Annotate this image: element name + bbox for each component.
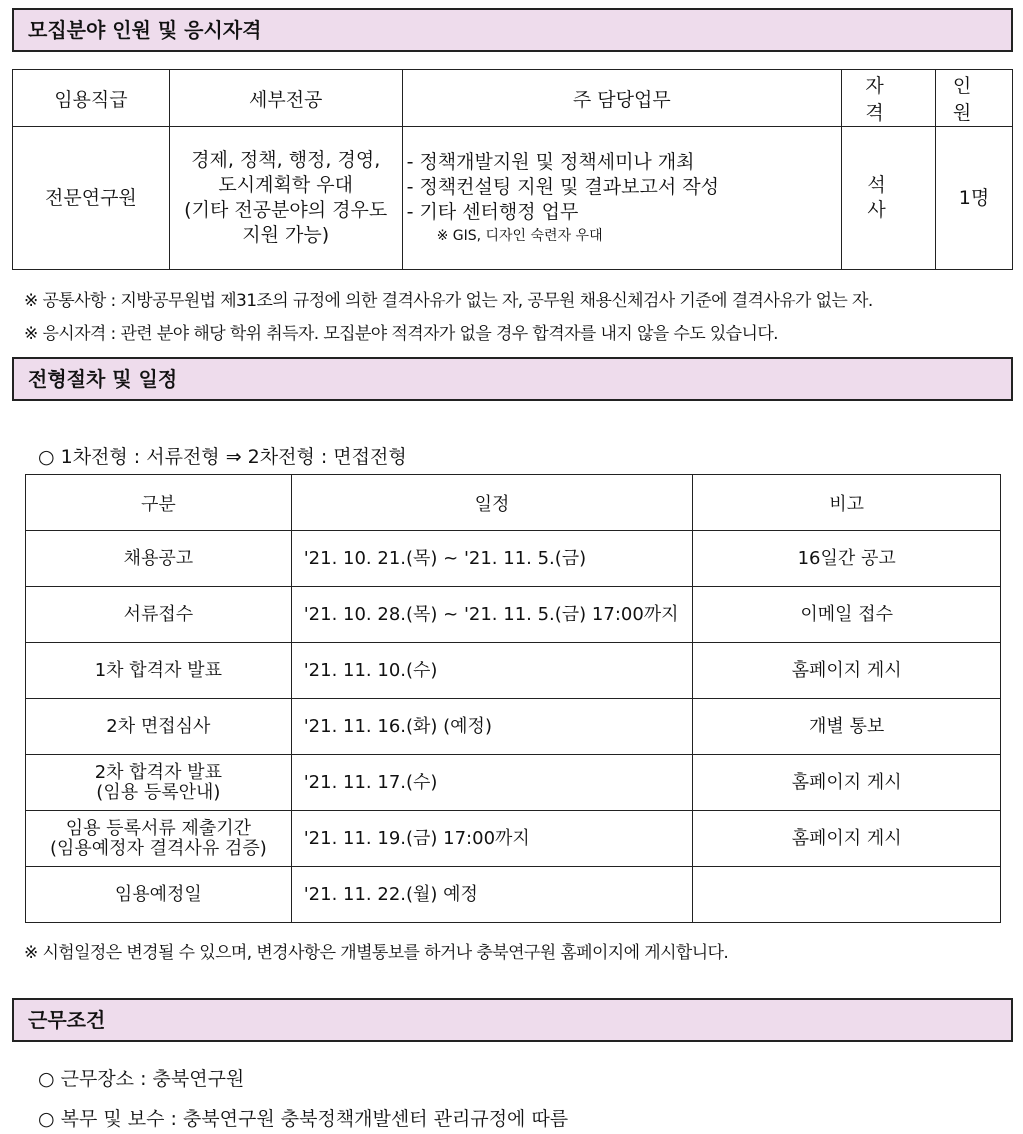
table-row — [26, 699, 1001, 755]
cell-grade: 전문연구원 — [13, 127, 170, 270]
cell-category: 1차 합격자 발표 — [26, 643, 292, 699]
cell-schedule: '21. 11. 19.(금) 17:00까지 — [291, 811, 693, 867]
work-location: ○ 근무장소 : 충북연구원 — [38, 1068, 245, 1090]
eligibility-note: ※ 응시자격 : 관련 분야 해당 학위 취득자. 모집분야 적격자가 없을 경우 합격자를 내지 않을 수도 있습니다. — [24, 324, 778, 344]
table-row — [13, 127, 1013, 270]
major-line: 경제, 정책, 행정, 경영, — [191, 149, 381, 171]
procedure-summary: ○ 1차전형 : 서류전형 ⇒ 2차전형 : 면접전형 — [38, 446, 407, 468]
cell-remarks: 개별 통보 — [693, 699, 1001, 755]
cell-schedule: '21. 10. 28.(목) ~ '21. 11. 5.(금) 17:00까지 — [291, 587, 693, 643]
header-duties: 주 담당업무 — [402, 70, 842, 127]
cell-remarks: 이메일 접수 — [693, 587, 1001, 643]
table-header-row — [26, 475, 1001, 531]
cell-schedule: '21. 11. 17.(수) — [291, 755, 693, 811]
section-title-recruitment: 모집분야 인원 및 응시자격 — [12, 8, 1013, 52]
header-schedule: 일정 — [291, 475, 693, 531]
cell-category: 임용 등록서류 제출기간 (임용예정자 결격사유 검증) — [26, 811, 292, 867]
cell-remarks: 홈페이지 게시 — [693, 755, 1001, 811]
table-row — [26, 867, 1001, 923]
cell-remarks: 홈페이지 게시 — [693, 811, 1001, 867]
header-grade: 임용직급 — [13, 70, 170, 127]
cell-major — [169, 127, 402, 270]
cell-schedule: '21. 11. 10.(수) — [291, 643, 693, 699]
duty-item: - 기타 센터행정 업무 — [406, 200, 579, 223]
cell-category: 서류접수 — [26, 587, 292, 643]
schedule-footnote: ※ 시험일정은 변경될 수 있으며, 변경사항은 개별통보를 하거나 충북연구원 홈페이지에 게시합니다. — [24, 943, 729, 963]
header-major: 세부전공 — [169, 70, 402, 127]
cell-schedule: '21. 11. 22.(월) 예정 — [291, 867, 693, 923]
cell-category: 채용공고 — [26, 531, 292, 587]
common-requirements-note: ※ 공통사항 : 지방공무원법 제31조의 규정에 의한 결격사유가 없는 자, 공무원 채용신체검사 기준에 결격사유가 없는 자. — [24, 291, 873, 311]
schedule-table — [25, 474, 1001, 923]
cell-remarks: 홈페이지 게시 — [693, 643, 1001, 699]
header-count: 인 원 — [936, 70, 1013, 127]
major-line: 도시계획학 우대 — [218, 174, 353, 196]
cell-count: 1명 — [936, 127, 1013, 270]
major-line: (기타 전공분야의 경우도 — [184, 199, 388, 221]
cell-category: 임용예정일 — [26, 867, 292, 923]
cell-remarks: 16일간 공고 — [693, 531, 1001, 587]
table-row — [26, 587, 1001, 643]
duty-note: ※ GIS, 디자인 숙련자 우대 — [436, 227, 603, 244]
header-remarks: 비고 — [693, 475, 1001, 531]
table-row — [26, 811, 1001, 867]
cell-qualification: 석 사 — [842, 127, 936, 270]
table-row — [26, 755, 1001, 811]
cell-duties — [402, 127, 842, 270]
duty-item: - 정책컨설팅 지원 및 결과보고서 작성 — [406, 175, 719, 198]
recruitment-table — [12, 69, 1013, 270]
duty-item: - 정책개발지원 및 정책세미나 개최 — [406, 150, 695, 173]
cell-category: 2차 면접심사 — [26, 699, 292, 755]
header-qualification: 자 격 — [842, 70, 936, 127]
header-category: 구분 — [26, 475, 292, 531]
cell-schedule: '21. 10. 21.(목) ~ '21. 11. 5.(금) — [291, 531, 693, 587]
cell-category: 2차 합격자 발표 (임용 등록안내) — [26, 755, 292, 811]
section-title-conditions: 근무조건 — [12, 998, 1013, 1042]
section-title-procedure: 전형절차 및 일정 — [12, 357, 1013, 401]
service-and-pay: ○ 복무 및 보수 : 충북연구원 충북정책개발센터 관리규정에 따름 — [38, 1108, 569, 1130]
cell-remarks — [693, 867, 1001, 923]
major-line: 지원 가능) — [242, 224, 330, 246]
table-row — [26, 643, 1001, 699]
table-row — [26, 531, 1001, 587]
cell-schedule: '21. 11. 16.(화) (예정) — [291, 699, 693, 755]
table-header-row — [13, 70, 1013, 127]
